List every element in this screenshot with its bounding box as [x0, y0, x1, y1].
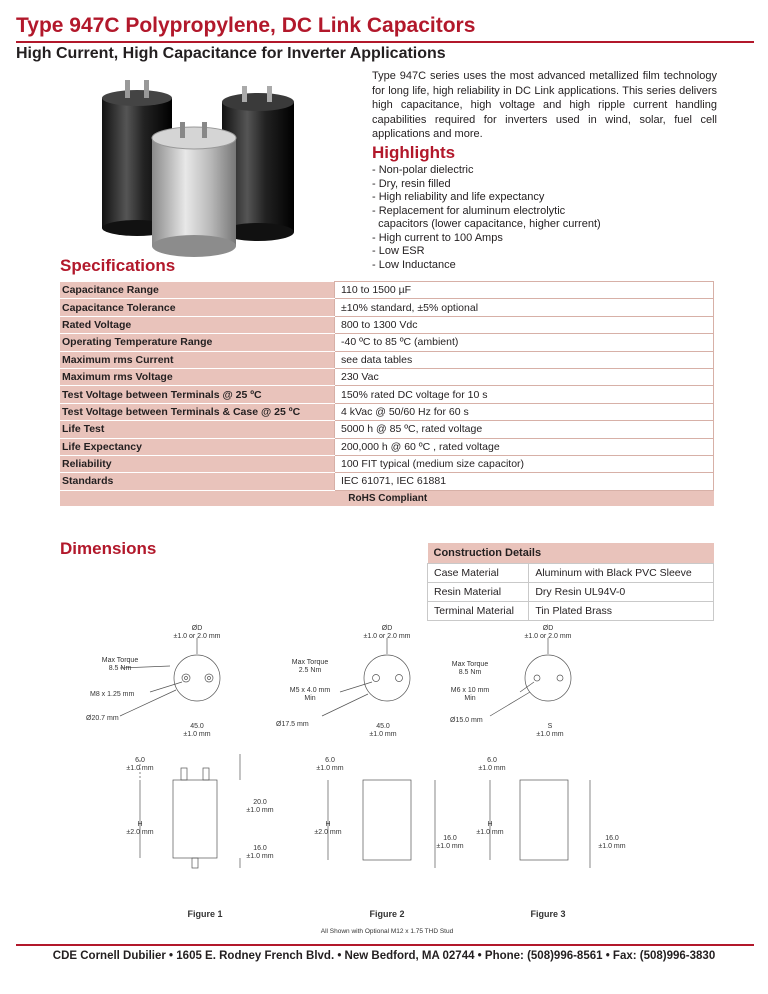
spec-label: Capacitance Tolerance	[60, 299, 335, 316]
construction-details-table	[427, 543, 714, 621]
fig1-bot2: ±1.0 mm	[246, 853, 274, 860]
table-row	[60, 438, 714, 455]
capacitor-photo	[92, 76, 302, 262]
dimension-drawings	[80, 620, 680, 940]
fig2-h1: H	[325, 821, 331, 828]
spec-value: 200,000 h @ 60 ºC , rated voltage	[335, 438, 714, 455]
fig3-term2: ±1.0 mm	[478, 765, 506, 772]
list-item: - Replacement for aluminum electrolytic	[372, 204, 566, 217]
fig3-bot2: ±1.0 mm	[598, 843, 626, 850]
construction-details-title: Construction Details	[428, 543, 714, 564]
cell-label: Resin Material	[428, 583, 529, 602]
list-item: - High reliability and life expectancy	[372, 191, 545, 203]
fig2-caption: Figure 2	[369, 909, 405, 919]
spec-label: Test Voltage between Terminals @ 25 ºC	[60, 386, 335, 403]
spec-value: IEC 61071, IEC 61881	[335, 473, 714, 490]
footer-rule	[16, 944, 754, 946]
fig3-caption: Figure 3	[530, 909, 566, 919]
table-row	[60, 403, 714, 420]
fig3-d-label: ØD	[542, 625, 554, 632]
table-row	[60, 386, 714, 403]
fig2-dia: Ø17.5 mm	[276, 721, 309, 728]
fig3-dia: Ø15.0 mm	[450, 717, 483, 724]
fig1-top1: 20.0	[253, 799, 267, 806]
spec-value: 800 to 1300 Vdc	[335, 316, 714, 333]
spec-label: Operating Temperature Range	[60, 334, 335, 351]
list-item: - Non-polar dielectric	[372, 164, 474, 176]
fig2-note: All Shown with Optional M12 x 1.75 THD Stud	[320, 928, 454, 935]
fig2-spacing2: ±1.0 mm	[369, 731, 397, 738]
fig1-spacing2: ±1.0 mm	[183, 731, 211, 738]
title-rule	[16, 41, 754, 43]
fig1-spacing1: 45.0	[190, 723, 204, 730]
fig3-thread1: M6 x 10 mm	[450, 687, 490, 694]
fig1-term2: ±1.0 mm	[126, 765, 154, 772]
highlights-heading: Highlights	[372, 143, 456, 162]
fig2-d-tol: ±1.0 or 2.0 mm	[363, 633, 411, 640]
dimensions-heading: Dimensions	[60, 539, 157, 558]
fig3-torque1: Max Torque	[451, 661, 489, 668]
fig1-torque2: 8.5 Nm	[108, 665, 132, 672]
fig1-term1: 6.0	[135, 757, 145, 764]
fig3-spacing2: ±1.0 mm	[536, 731, 564, 738]
table-row	[60, 455, 714, 472]
fig1-top2: ±1.0 mm	[246, 807, 274, 814]
list-item: capacitors (lower capacitance, higher current)	[372, 218, 601, 230]
intro-paragraph: Type 947C series uses the most advanced metallized film technology for long life, high reliability in DC Link applications. This series delivers high capacitance, high voltage and high ripple current handling capabilities required for inverters used in wind, solar, fuel cell applications and more.	[372, 70, 717, 140]
fig2-bot1: 16.0	[443, 835, 457, 842]
fig3-torque2: 8.5 Nm	[458, 669, 482, 676]
cell-value: Dry Resin UL94V-0	[529, 583, 714, 602]
table-row	[60, 368, 714, 385]
table-row	[60, 334, 714, 351]
spec-value: 110 to 1500 µF	[335, 282, 714, 299]
spec-value: ±10% standard, ±5% optional	[335, 299, 714, 316]
spec-label: Reliability	[60, 455, 335, 472]
spec-label: Life Test	[60, 421, 335, 438]
fig1-thread: M8 x 1.25 mm	[90, 691, 135, 698]
fig3-h2: ±1.0 mm	[476, 829, 504, 836]
fig2-h2: ±2.0 mm	[314, 829, 342, 836]
fig1-torque1: Max Torque	[101, 657, 139, 664]
table-row	[60, 282, 714, 299]
spec-value: 4 kVac @ 50/60 Hz for 60 s	[335, 403, 714, 420]
list-item: - Low Inductance	[372, 258, 456, 271]
spec-value: 230 Vac	[335, 368, 714, 385]
table-row	[428, 583, 714, 602]
spec-label: Maximum rms Current	[60, 351, 335, 368]
fig2-d-label: ØD	[381, 625, 393, 632]
fig2-term1: 6.0	[325, 757, 335, 764]
table-row	[60, 316, 714, 333]
specifications-heading: Specifications	[60, 256, 176, 275]
cell-value: Aluminum with Black PVC Sleeve	[529, 564, 714, 583]
fig3-bot1: 16.0	[605, 835, 619, 842]
spec-value: see data tables	[335, 351, 714, 368]
spec-value: 150% rated DC voltage for 10 s	[335, 386, 714, 403]
fig2-thread2: Min	[304, 695, 316, 702]
list-item: - Dry, resin filled	[372, 177, 451, 190]
cell-value: Tin Plated Brass	[529, 602, 714, 621]
highlights-list	[372, 164, 601, 272]
fig1-h1: H	[137, 821, 143, 828]
fig2-term2: ±1.0 mm	[316, 765, 344, 772]
table-row	[428, 602, 714, 621]
spec-value: -40 ºC to 85 ºC (ambient)	[335, 334, 714, 351]
rohs-row	[60, 490, 714, 506]
list-item: - High current to 100 Amps	[372, 231, 503, 244]
fig2-thread1: M5 x 4.0 mm	[289, 687, 331, 694]
fig3-h1: H	[487, 821, 493, 828]
spec-value: 5000 h @ 85 ºC, rated voltage	[335, 421, 714, 438]
fig3-spacing1: S	[547, 723, 553, 730]
table-row	[60, 351, 714, 368]
fig3-term1: 6.0	[487, 757, 497, 764]
fig1-d-tol: ±1.0 or 2.0 mm	[173, 633, 221, 640]
table-row	[428, 564, 714, 583]
spec-label: Capacitance Range	[60, 282, 335, 299]
fig1-dia: Ø20.7 mm	[86, 715, 119, 722]
spec-label: Maximum rms Voltage	[60, 368, 335, 385]
table-row	[60, 473, 714, 490]
table-row	[60, 421, 714, 438]
fig1-bot1: 16.0	[253, 845, 267, 852]
fig2-torque1: Max Torque	[291, 659, 329, 666]
spec-label: Life Expectancy	[60, 438, 335, 455]
specifications-table	[60, 281, 714, 507]
spec-value: 100 FIT typical (medium size capacitor)	[335, 455, 714, 472]
rohs-compliant-label: RoHS Compliant	[60, 490, 714, 506]
cell-label: Terminal Material	[428, 602, 529, 621]
fig2-spacing1: 45.0	[376, 723, 390, 730]
page-title: Type 947C Polypropylene, DC Link Capacitors	[16, 14, 476, 37]
fig1-d-label: ØD	[191, 625, 203, 632]
fig1-h2: ±2.0 mm	[126, 829, 154, 836]
fig1-caption: Figure 1	[187, 909, 223, 919]
spec-label: Standards	[60, 473, 335, 490]
list-item: - Low ESR	[372, 245, 425, 257]
page-subtitle: High Current, High Capacitance for Inverter Applications	[16, 45, 446, 62]
fig3-thread2: Min	[464, 695, 476, 702]
table-row	[60, 299, 714, 316]
fig2-torque2: 2.5 Nm	[298, 667, 322, 674]
spec-label: Rated Voltage	[60, 316, 335, 333]
cell-label: Case Material	[428, 564, 529, 583]
fig3-d-tol: ±1.0 or 2.0 mm	[524, 633, 572, 640]
spec-label: Test Voltage between Terminals & Case @ 25 ºC	[60, 403, 335, 420]
footer-contact: CDE Cornell Dubilier • 1605 E. Rodney French Blvd. • New Bedford, MA 02744 • Phone: (508)996-8561 • Fax: (508)996-3830	[52, 950, 716, 962]
fig2-bot2: ±1.0 mm	[436, 843, 464, 850]
